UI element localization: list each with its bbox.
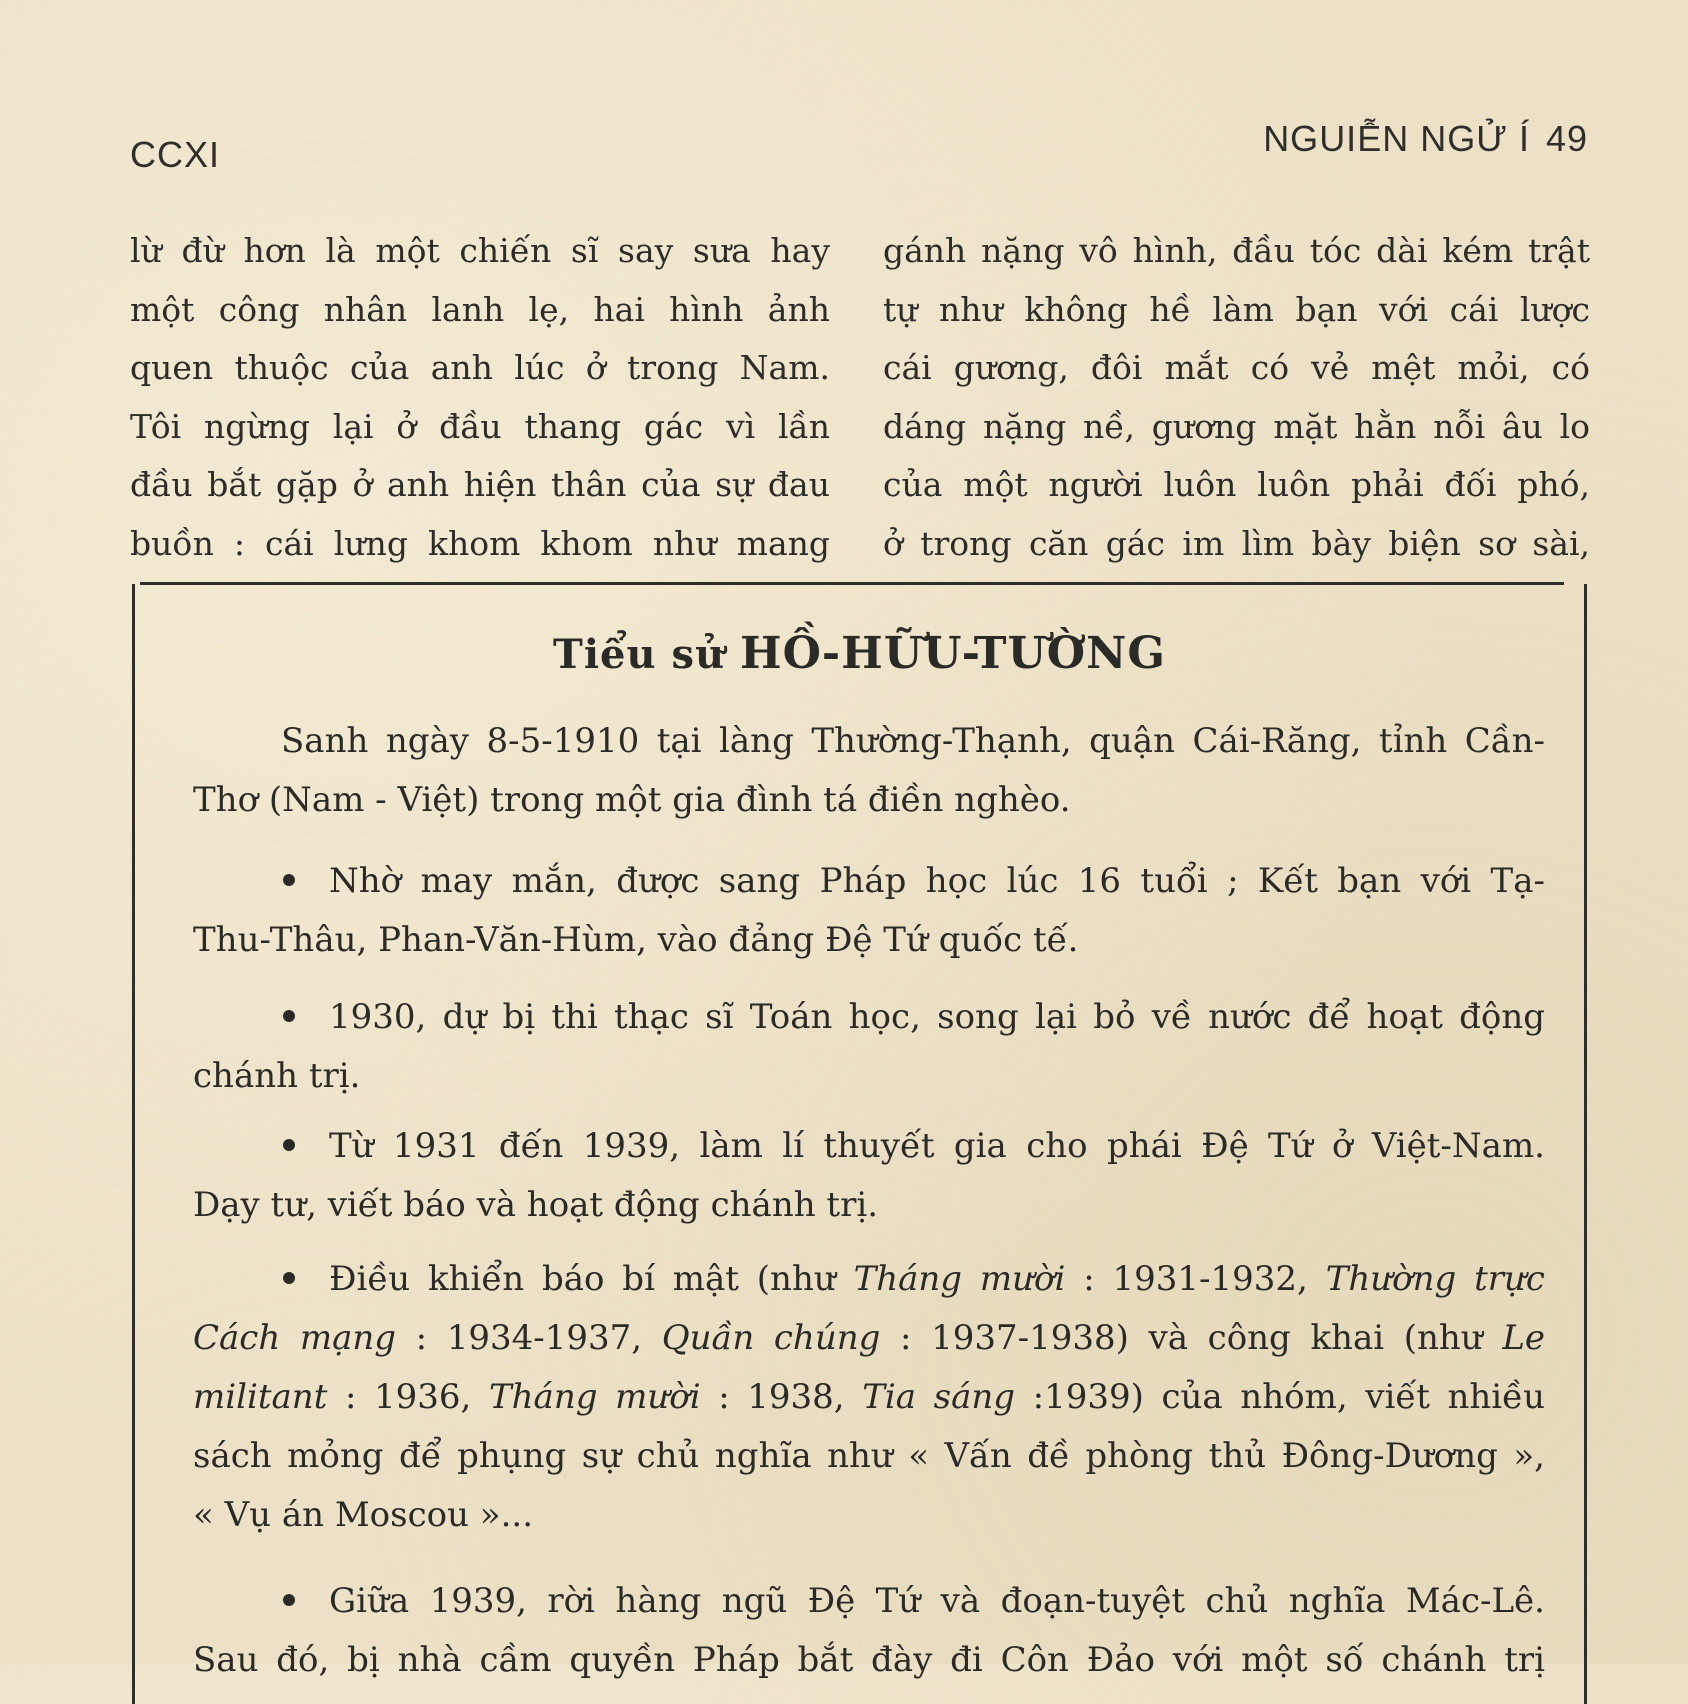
newspaper-title: Tháng mười	[488, 1377, 701, 1417]
text-line: của một người luôn luôn phải đối phó,	[883, 465, 1590, 504]
bio-bullet-1939	[193, 1572, 1545, 1690]
newspaper-title: Tháng mười	[853, 1259, 1066, 1299]
text-run: : 1936,	[344, 1377, 472, 1417]
text-line: tự như không hề làm bạn với cái lược	[883, 289, 1590, 329]
newspaper-title: militant	[193, 1377, 328, 1417]
text-run: : 1937-1938) và công khai (như	[900, 1318, 1483, 1358]
running-header-title: NGUIỄN NGỬ Í	[1263, 118, 1530, 159]
text-line: dáng nặng nề, gương mặt hằn nỗi âu lo	[883, 406, 1590, 446]
bullet-icon	[283, 1594, 295, 1606]
bio-line	[193, 988, 1545, 1047]
bio-line	[193, 1250, 1545, 1309]
biography-title-prefix: Tiểu sử	[553, 631, 726, 678]
bio-line: Thu-Thâu, Phan-Văn-Hùm, vào đảng Đệ Tứ quốc tế.	[193, 920, 1079, 960]
bio-bullet-1931-1939	[193, 1117, 1545, 1235]
text-line: đầu bắt gặp ở anh hiện thân của sự đau	[130, 465, 830, 504]
text-line: quen thuộc của anh lúc ở trong Nam.	[130, 348, 830, 387]
running-header-left: CCXI	[130, 134, 221, 175]
newspaper-title: Le	[1502, 1318, 1545, 1358]
text-line: buồn : cái lưng khom khom như mang	[130, 523, 830, 563]
bio-line-text: Từ 1931 đến 1939, làm lí thuyết gia cho phái Đệ Tứ ở Việt-Nam.	[329, 1126, 1545, 1166]
bio-bullet-1930	[193, 988, 1545, 1106]
bio-line	[193, 1368, 1545, 1427]
bio-line	[193, 1309, 1545, 1368]
text-line: một công nhân lanh lẹ, hai hình ảnh	[130, 289, 830, 329]
bio-line: « Vụ án Moscou »...	[193, 1495, 534, 1535]
text-run: Điều khiển báo bí mật (như	[329, 1259, 836, 1299]
page-number: 49	[1545, 118, 1588, 159]
biography-title-name: HỒ-HỮU-TƯỜNG	[740, 628, 1166, 679]
biography-title	[132, 628, 1587, 679]
text-line: gánh nặng vô hình, đầu tóc dài kém trật	[883, 231, 1590, 270]
text-run: : 1938,	[718, 1377, 845, 1417]
running-header-right	[1263, 118, 1588, 160]
newspaper-title: Tia sáng	[862, 1377, 1016, 1417]
bio-line: Sanh ngày 8-5-1910 tại làng Thường-Thạnh, quận Cái-Răng, tỉnh Cần-	[281, 721, 1545, 761]
bullet-icon	[283, 874, 295, 886]
bio-line: sách mỏng để phụng sự chủ nghĩa như « Vấn đề phòng thủ Đông-Dương »,	[193, 1436, 1545, 1476]
bio-line: Dạy tư, viết báo và hoạt động chánh trị.	[193, 1185, 879, 1225]
bio-line-text: 1930, dự bị thi thạc sĩ Toán học, song lại bỏ về nước để hoạt động	[329, 997, 1545, 1037]
text-run: : 1934-1937,	[415, 1318, 643, 1358]
left-column	[130, 222, 830, 573]
bio-line: Sau đó, bị nhà cầm quyền Pháp bắt đày đi Côn Đảo với một số chánh trị	[193, 1640, 1545, 1680]
text-run: : 1931-1932,	[1083, 1259, 1308, 1299]
bio-line-text: Giữa 1939, rời hàng ngũ Đệ Tứ và đoạn-tuyệt chủ nghĩa Mác-Lê.	[329, 1581, 1545, 1621]
text-run: :1939) của nhóm, viết nhiều	[1032, 1377, 1545, 1417]
bio-line: Thơ (Nam - Việt) trong một gia đình tá điền nghèo.	[193, 780, 1071, 820]
text-line: cái gương, đôi mắt có vẻ mệt mỏi, có	[883, 348, 1590, 387]
bio-line	[193, 852, 1545, 911]
newspaper-title: Quần chúng	[661, 1318, 881, 1358]
text-line: lừ đừ hơn là một chiến sĩ say sưa hay	[130, 231, 830, 270]
bio-paragraph-birth	[193, 712, 1545, 830]
bio-bullet-study	[193, 852, 1545, 970]
bio-line-text: Nhờ may mắn, được sang Pháp học lúc 16 tuổi ; Kết bạn với Tạ-	[329, 861, 1545, 901]
article-columns	[130, 222, 1590, 567]
bio-bullet-newspapers	[193, 1250, 1545, 1545]
newspaper-title: Thường trực	[1325, 1259, 1545, 1299]
bullet-icon	[283, 1139, 295, 1151]
newspaper-title: Cách mạng	[193, 1318, 397, 1358]
text-line: ở trong căn gác im lìm bày biện sơ sài,	[883, 523, 1590, 563]
bio-line: chánh trị.	[193, 1056, 361, 1096]
bio-line	[193, 1572, 1545, 1631]
bullet-icon	[283, 1272, 295, 1284]
text-line: Tôi ngừng lại ở đầu thang gác vì lần	[130, 406, 830, 446]
bio-line	[193, 1117, 1545, 1176]
bullet-icon	[283, 1010, 295, 1022]
right-column	[883, 222, 1590, 573]
